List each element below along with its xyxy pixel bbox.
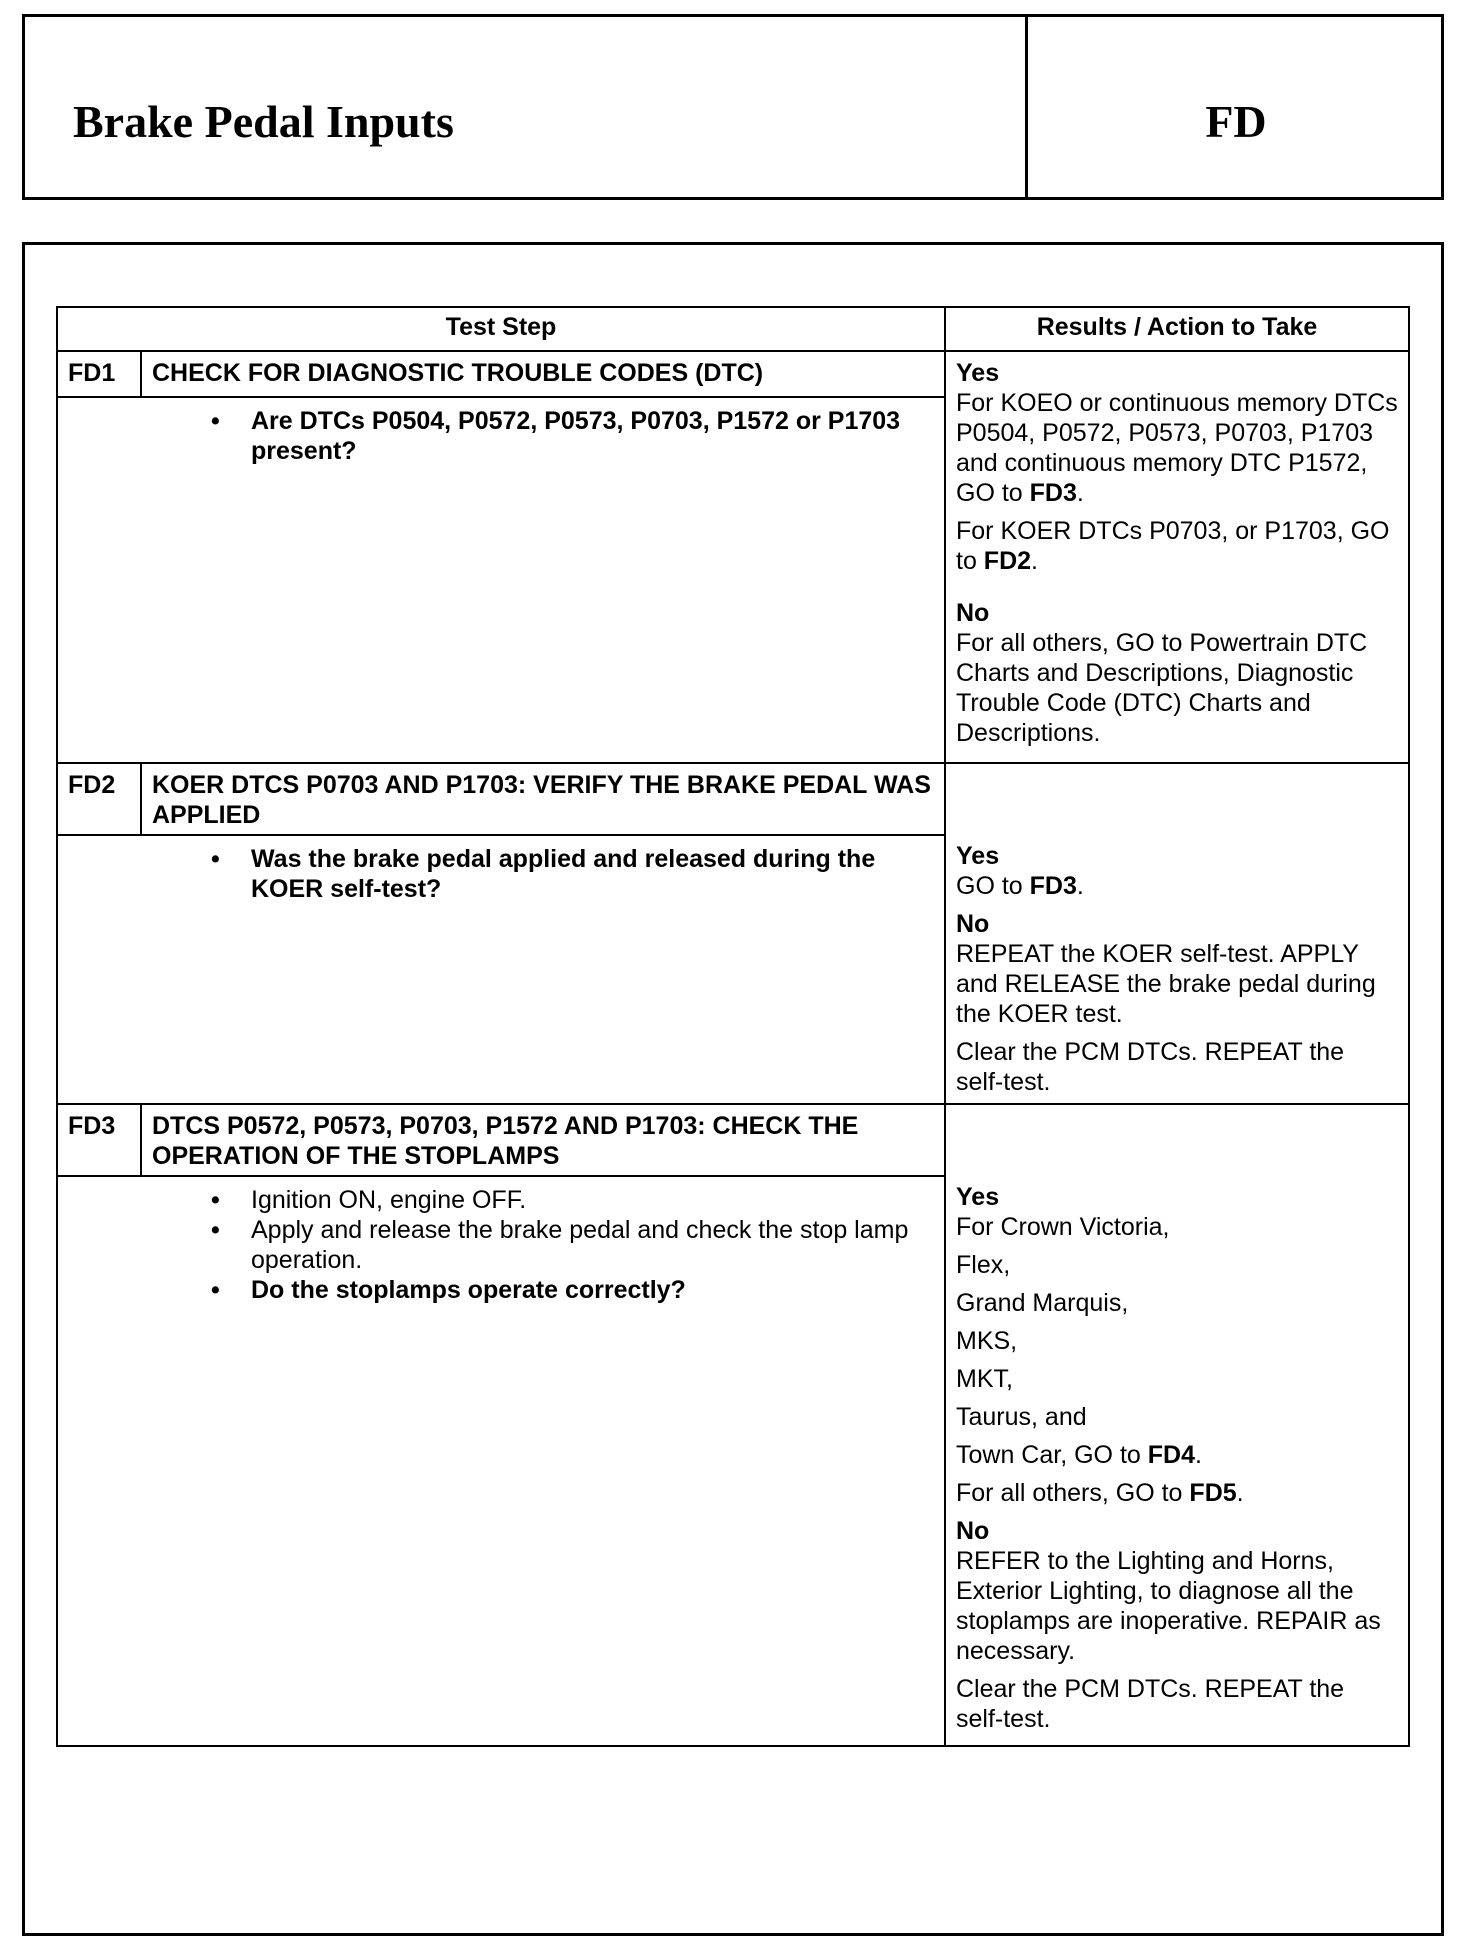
- list-item: • Was the brake pedal applied and released during the KOER self-test?: [251, 844, 934, 904]
- table-row: [57, 835, 1409, 1104]
- no-label: No: [956, 1517, 990, 1545]
- result-spacer: [945, 1104, 1409, 1176]
- list-item: • Are DTCs P0504, P0572, P0573, P0703, P1572 or P1703 present?: [251, 406, 934, 466]
- vehicle-item: MKT,: [956, 1365, 1013, 1393]
- list-item: • Do the stoplamps operate correctly?: [251, 1275, 934, 1305]
- step-link-fd3: FD3: [1029, 872, 1077, 900]
- result-text: For all others, GO to Powertrain DTC Charts and Descriptions, Diagnostic Trouble Code (DTC) Charts and Descriptions.: [956, 629, 1368, 747]
- table-header-row: [57, 307, 1409, 351]
- step-spacer: [57, 1176, 141, 1746]
- list-item: • Apply and release the brake pedal and check the stop lamp operation.: [251, 1215, 934, 1275]
- step-spacer: [57, 397, 141, 763]
- step-title-fd2: KOER DTCS P0703 AND P1703: VERIFY THE BRAKE PEDAL WAS APPLIED: [141, 763, 945, 835]
- header-box: [22, 14, 1444, 200]
- table-row: [57, 1104, 1409, 1176]
- section-code: FD: [1205, 96, 1267, 147]
- yes-label: Yes: [956, 1183, 1000, 1211]
- step-body-fd3: [141, 1176, 945, 1746]
- bullet-list: [141, 406, 934, 466]
- vehicle-item: For Crown Victoria,: [956, 1213, 1170, 1241]
- yes-label: Yes: [956, 359, 1000, 387]
- no-label: No: [956, 599, 990, 627]
- table-row: [57, 763, 1409, 835]
- result-text: REFER to the Lighting and Horns, Exterior Lighting, to diagnose all the stoplamps are inoperative. REPAIR as necessary.: [956, 1547, 1381, 1665]
- diagnostic-table: [56, 306, 1410, 1747]
- step-link-fd3: FD3: [1029, 479, 1077, 507]
- vehicle-item: MKS,: [956, 1327, 1018, 1355]
- step-title-fd3: DTCS P0572, P0573, P0703, P1572 AND P1703: CHECK THE OPERATION OF THE STOPLAMPS: [141, 1104, 945, 1176]
- vehicle-item: Flex,: [956, 1251, 1011, 1279]
- page-title: Brake Pedal Inputs: [73, 96, 454, 147]
- step-link-fd4: FD4: [1147, 1441, 1195, 1469]
- result-text: GO to FD3.: [956, 872, 1084, 900]
- step-spacer: [57, 835, 141, 1104]
- result-text: Clear the PCM DTCs. REPEAT the self-test.: [956, 1675, 1345, 1733]
- bullet-list: [141, 844, 934, 904]
- step-link-fd2: FD2: [983, 547, 1032, 575]
- test-step-header: Test Step: [57, 307, 945, 351]
- result-text: Clear the PCM DTCs. REPEAT the self-test.: [956, 1038, 1345, 1096]
- bullet-list: [141, 1185, 934, 1305]
- result-text: Town Car, GO to FD4.: [956, 1441, 1202, 1469]
- result-text: REPEAT the KOER self-test. APPLY and RELEASE the brake pedal during the KOER test.: [956, 940, 1376, 1028]
- step-id-fd1: FD1: [57, 351, 141, 397]
- step-link-fd5: FD5: [1189, 1479, 1237, 1507]
- no-label: No: [956, 910, 990, 938]
- step-body-fd2: [141, 835, 945, 1104]
- table-row: [57, 351, 1409, 397]
- step-body-fd1: [141, 397, 945, 763]
- step-id-fd3: FD3: [57, 1104, 141, 1176]
- result-text: For KOER DTCs P0703, or P1703, GO to FD2.: [956, 517, 1390, 575]
- list-item: • Ignition ON, engine OFF.: [251, 1185, 934, 1215]
- result-fd2: [945, 835, 1409, 1104]
- yes-label: Yes: [956, 842, 1000, 870]
- step-title-fd1: CHECK FOR DIAGNOSTIC TROUBLE CODES (DTC): [141, 351, 945, 397]
- result-text: For KOEO or continuous memory DTCs P0504, P0572, P0573, P0703, P1703 and continuous memory DTC P1572, GO to FD3.: [956, 389, 1398, 507]
- step-id-fd2: FD2: [57, 763, 141, 835]
- result-fd1: [945, 351, 1409, 763]
- result-spacer: [945, 763, 1409, 835]
- vehicle-list: [956, 1212, 1398, 1508]
- vehicle-item: Taurus, and: [956, 1403, 1087, 1431]
- results-header: Results / Action to Take: [945, 307, 1409, 351]
- vehicle-item: Grand Marquis,: [956, 1289, 1129, 1317]
- result-fd3: [945, 1176, 1409, 1746]
- table-row: [57, 1176, 1409, 1746]
- result-text: For all others, GO to FD5.: [956, 1479, 1244, 1507]
